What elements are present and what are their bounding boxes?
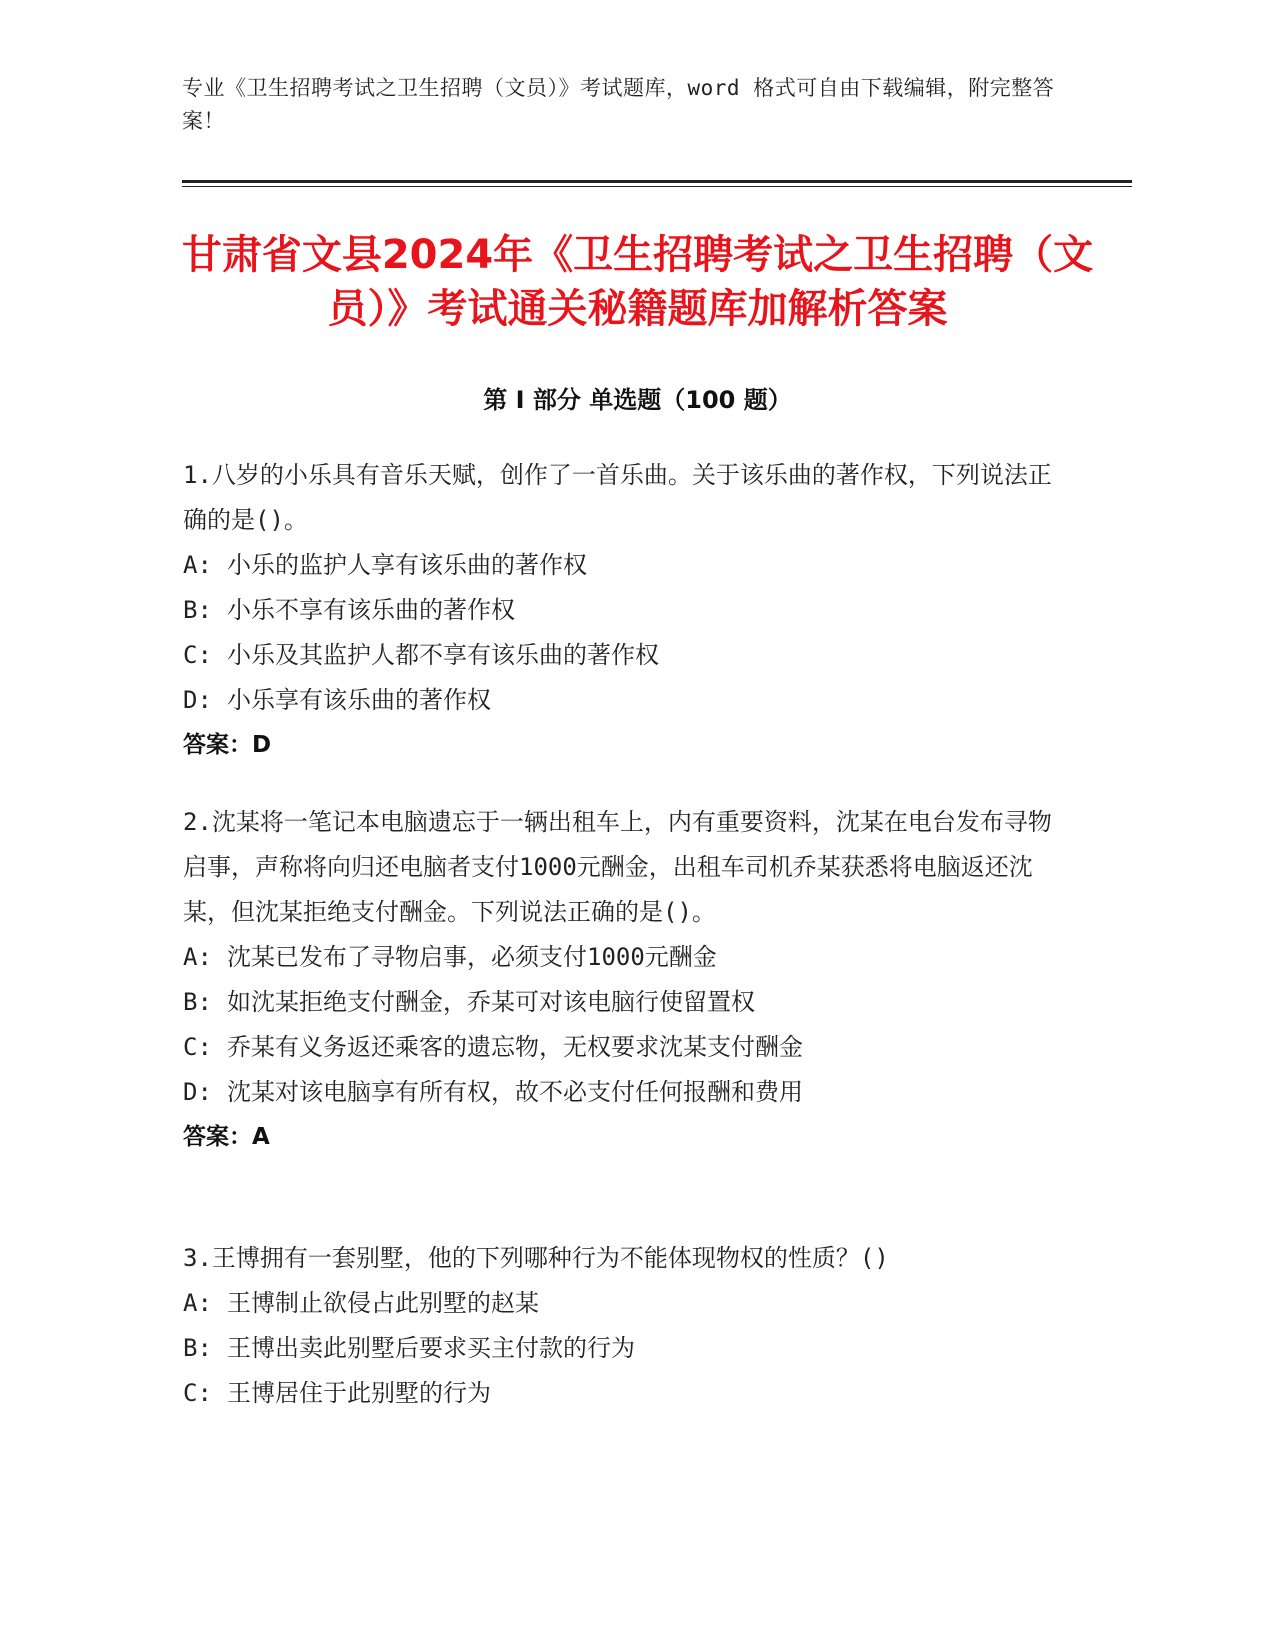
option-letter: A: (183, 1289, 212, 1317)
option-text: 王博出卖此别墅后要求买主付款的行为 (227, 1334, 635, 1362)
option-letter: C: (183, 1379, 212, 1407)
option-c (183, 1371, 1063, 1416)
option-b (183, 588, 1063, 633)
option-letter: B: (183, 988, 212, 1016)
option-letter: A: (183, 943, 212, 971)
option-text: 沈某已发布了寻物启事，必须支付1000元酬金 (227, 943, 717, 971)
header-divider-thick (182, 180, 1132, 183)
question-stem: 1.八岁的小乐具有音乐天赋，创作了一首乐曲。关于该乐曲的著作权，下列说法正确的是()。 (183, 461, 1052, 534)
option-text: 王博制止欲侵占此别墅的赵某 (227, 1289, 539, 1317)
answer-line: 答案：D (183, 732, 272, 758)
option-c (183, 1025, 1063, 1070)
option-letter: C: (183, 641, 212, 669)
question-3 (183, 1236, 1063, 1416)
option-text: 乔某有义务返还乘客的遗忘物，无权要求沈某支付酬金 (227, 1033, 803, 1061)
option-a (183, 1281, 1063, 1326)
option-b (183, 980, 1063, 1025)
option-d (183, 1070, 1063, 1115)
option-text: 小乐不享有该乐曲的著作权 (227, 596, 515, 624)
option-a (183, 543, 1063, 588)
option-b (183, 1326, 1063, 1371)
header-note: 专业《卫生招聘考试之卫生招聘（文员）》考试题库，word 格式可自由下载编辑，附完整答案！ (182, 76, 1055, 133)
option-d (183, 678, 1063, 723)
section-heading: 第 I 部分 单选题（100 题） (483, 386, 792, 414)
option-letter: D: (183, 1078, 212, 1106)
option-letter: C: (183, 1033, 212, 1061)
option-letter: A: (183, 551, 212, 579)
option-text: 如沈某拒绝支付酬金，乔某可对该电脑行使留置权 (227, 988, 755, 1016)
question-2 (183, 800, 1063, 1160)
option-text: 小乐的监护人享有该乐曲的著作权 (227, 551, 587, 579)
option-text: 沈某对该电脑享有所有权，故不必支付任何报酬和费用 (227, 1078, 803, 1106)
option-a (183, 935, 1063, 980)
option-letter: B: (183, 1334, 212, 1362)
answer-line: 答案：A (183, 1124, 270, 1150)
option-text: 小乐享有该乐曲的著作权 (227, 686, 491, 714)
question-1 (183, 453, 1063, 768)
question-stem: 3.王博拥有一套别墅，他的下列哪种行为不能体现物权的性质？() (183, 1244, 889, 1272)
document-title: 甘肃省文县2024年《卫生招聘考试之卫生招聘（文员）》考试通关秘籍题库加解析答案 (181, 232, 1094, 332)
question-stem: 2.沈某将一笔记本电脑遗忘于一辆出租车上，内有重要资料，沈某在电台发布寻物启事，声称将向归还电脑者支付1000元酬金，出租车司机乔某获悉将电脑返还沈某，但沈某拒绝支付酬金。下列说法正确的是()。 (183, 808, 1052, 926)
option-c (183, 633, 1063, 678)
option-letter: B: (183, 596, 212, 624)
option-text: 小乐及其监护人都不享有该乐曲的著作权 (227, 641, 659, 669)
option-letter: D: (183, 686, 212, 714)
header-divider-thin (182, 186, 1132, 187)
option-text: 王博居住于此别墅的行为 (227, 1379, 491, 1407)
